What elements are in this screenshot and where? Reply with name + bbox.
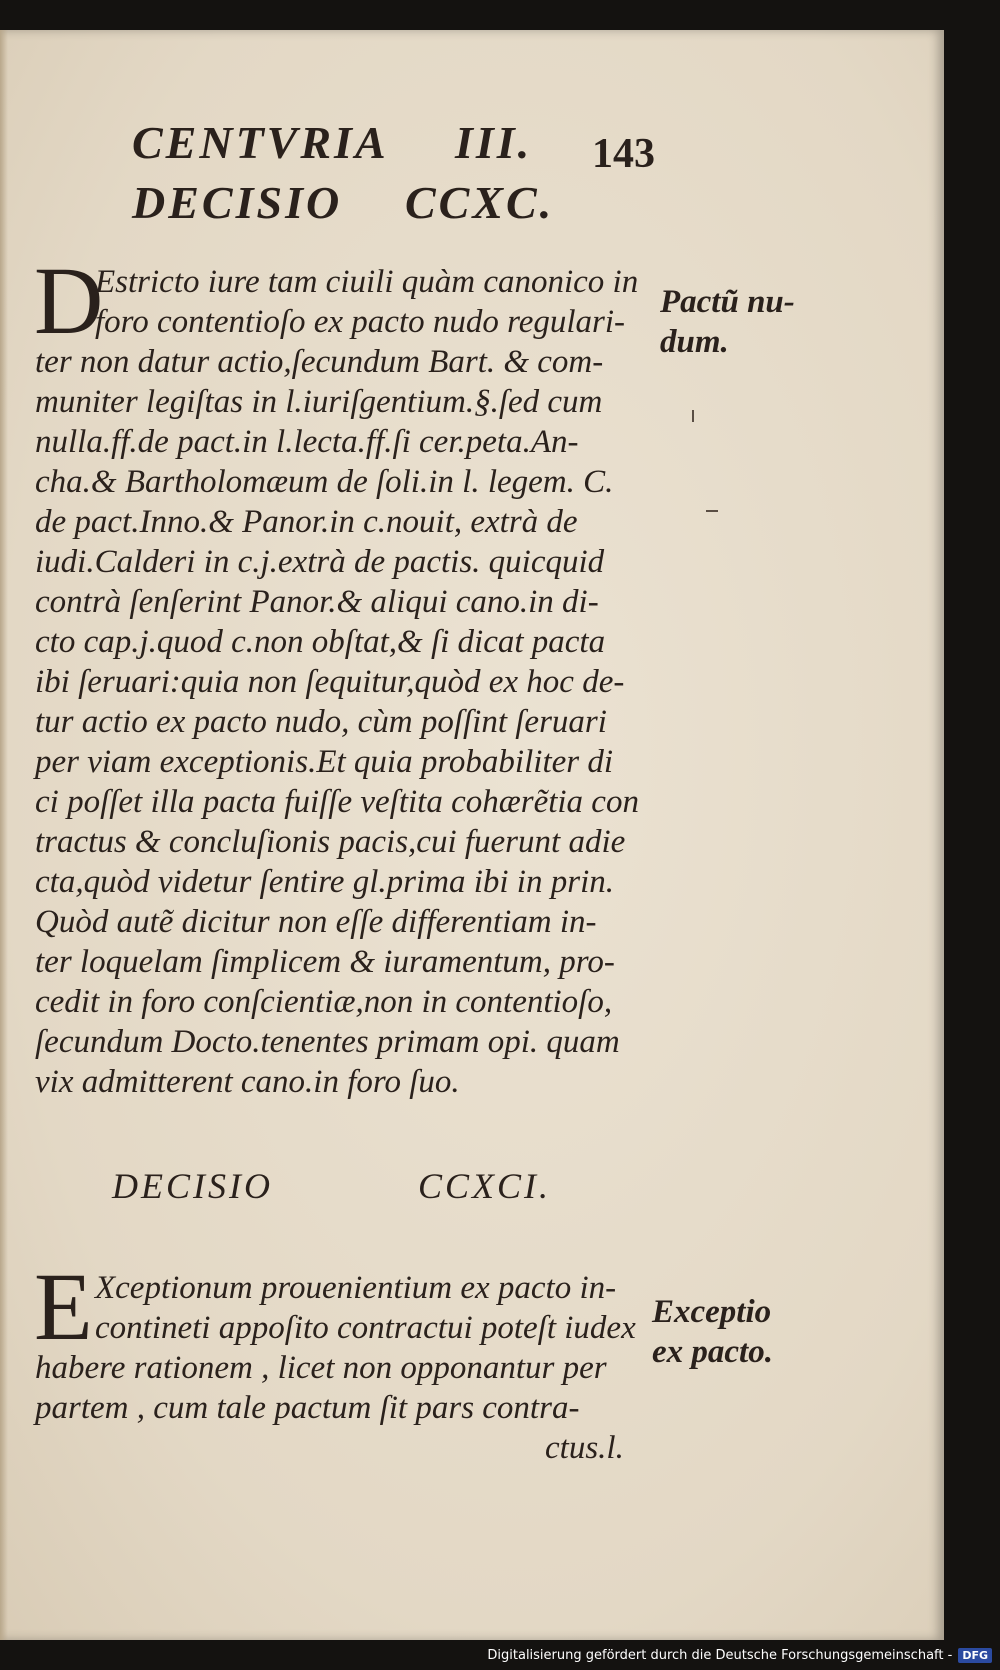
running-title: CENTVRIA [132, 117, 389, 168]
text-line: contrà ſenſerint Panor.& aliqui cano.in di- [35, 584, 599, 620]
drop-cap-e: E [34, 1253, 93, 1360]
ink-mark [706, 510, 718, 512]
text-line: per viam exceptionis.Et quia probabiliter di [35, 744, 614, 780]
text-line: muniter legiſtas in l.iuriſgentium.§.ſed cum [35, 384, 603, 420]
text-line: cedit in foro conſcientiæ,non in contentioſo, [35, 984, 613, 1020]
credit-text: Digitalisierung gefördert durch die Deutsche Forschungsgemeinschaft - [487, 1647, 953, 1663]
text-line: Estricto iure tam ciuili quàm canonico in [95, 264, 639, 300]
text-line: ibi ſeruari:quia non ſequitur,quòd ex hoc de- [35, 664, 625, 700]
margin-note-pactum: Pactũ nu- [660, 284, 795, 320]
text-line: ter non datur actio,ſecundum Bart. & com- [35, 344, 604, 380]
text-line: ctus.l. [545, 1430, 624, 1466]
text-line: de pact.Inno.& Panor.in c.nouit, extrà de [35, 504, 578, 540]
text-line: cta,quòd videtur ſentire gl.prima ibi in prin. [35, 864, 614, 900]
decisio-number: CCXC. [405, 177, 555, 228]
dfg-logo: DFG [958, 1648, 992, 1663]
centuria-number: III. [455, 117, 533, 168]
text-line: Quòd autẽ dicitur non eſſe differentiam in- [35, 904, 597, 940]
decisio-291-number: CCXCI. [418, 1166, 552, 1206]
page-number: 143 [592, 131, 655, 177]
decisio-291-label: DECISIO [112, 1166, 273, 1206]
text-line: vix admitterent cano.in foro ſuo. [35, 1064, 460, 1100]
text-line: cha.& Bartholomæum de ſoli.in l. legem. C. [35, 464, 614, 500]
text-line: habere rationem , licet non opponantur per [35, 1350, 607, 1386]
text-line: ci poſſet illa pacta fuiſſe veſtita cohærẽtia con [35, 784, 639, 820]
ink-mark [692, 410, 694, 422]
text-line: tractus & concluſionis pacis,cui fuerunt adie [35, 824, 626, 860]
text-line: Xceptionum prouenientium ex pacto in- [95, 1270, 617, 1306]
text-line: cto cap.j.quod c.non obſtat,& ſi dicat pacta [35, 624, 606, 660]
text-line: ter loquelam ſimplicem & iuramentum, pro- [35, 944, 615, 980]
page-spine-shadow [0, 30, 8, 1640]
text-line: nulla.ff.de pact.in l.lecta.ff.ſi cer.peta.An- [35, 424, 579, 460]
text-line: tur actio ex pacto nudo, cùm poſſint ſeruari [35, 704, 607, 740]
book-page [0, 30, 944, 1640]
text-line: foro contentioſo ex pacto nudo regulari- [95, 304, 626, 340]
text-line: iudi.Calderi in c.j.extrà de pactis. quicquid [35, 544, 605, 580]
text-line: ſecundum Docto.tenentes primam opi. quam [35, 1024, 620, 1060]
margin-note-exceptio: Exceptio [652, 1294, 772, 1330]
digitization-credit [487, 1644, 992, 1666]
margin-note-pactum: dum. [660, 324, 729, 360]
text-line: contineti appoſito contractui poteſt iudex [95, 1310, 636, 1346]
text-line: partem , cum tale pactum ſit pars contra- [35, 1390, 580, 1426]
decisio-label: DECISIO [132, 177, 343, 228]
drop-cap-d: D [34, 247, 104, 354]
margin-note-exceptio: ex pacto. [652, 1334, 773, 1370]
